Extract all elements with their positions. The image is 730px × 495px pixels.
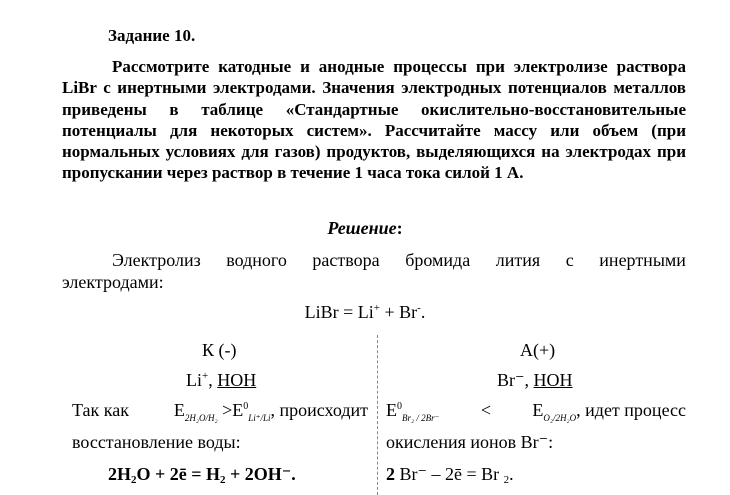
intro-word: бромида xyxy=(405,250,471,270)
anode-potential-left: $E^0_{Br_2 / 2Br^-}$ xyxy=(386,400,440,423)
cathode-potential-expression: $E_{2H_2O/H_2} >E^0_{Li^+/Li}$, происходит xyxy=(173,400,368,423)
solution-intro xyxy=(62,250,686,293)
cathode-process-text: восстановление воды: xyxy=(72,432,241,452)
anode-reaction: 2 Br⁻ – 2ē = Br $_2$. xyxy=(386,464,514,486)
intro-word: инертными xyxy=(599,250,686,270)
dissociation-equation: LiBr = Li+ + Br-. xyxy=(304,302,426,322)
anode-potential-right: $E_{O_2/2H_2O}$, идет процесс xyxy=(532,400,686,423)
intro-word: лития xyxy=(495,250,541,270)
solution-title-text: Решение xyxy=(327,218,397,238)
task-title: Задание 10. xyxy=(108,26,196,45)
anode-process-text: окисления ионов Br⁻: xyxy=(386,432,554,452)
cathode-ions: Li+, HOH xyxy=(186,370,257,390)
intro-word: раствора xyxy=(312,250,380,270)
cathode-reaction: $2H_2O$ + 2ē = $H_2 + 2OH^-$. xyxy=(108,464,296,486)
anode-ions: Br⁻, HOH xyxy=(497,370,573,390)
anode-comparison: $E^0_{Br_2 / 2Br^-}$ < $E_{O_2/2H_2O}$, идет процесс xyxy=(386,400,686,423)
task-body: Рассмотрите катодные и анодные процессы при электролизе раствора LiBr с инертными электродами. Значения электродных потенциалов металлов приведены в таблице «Стандартные окислительно-восстановительные потенциалы для некоторых систем». Рассчитайте массу или объем (при нормальных условиях для газов) продуктов, выделяющихся на электродах при пропускании через раствор в течение 1 часа тока силой 1 А. xyxy=(62,57,686,183)
intro-word: Электролиз xyxy=(112,250,201,270)
anode-header: A(+) xyxy=(520,340,556,360)
cathode-comparison: Так как $E_{2H_2O/H_2} >E^0_{Li^+/Li}$, происходит xyxy=(72,400,368,423)
intro-word: с xyxy=(565,250,574,270)
solution-title-colon: : xyxy=(396,218,403,238)
column-divider xyxy=(377,335,378,495)
solution-title xyxy=(0,218,730,239)
cathode-header: К (-) xyxy=(202,340,237,360)
intro-line-2: электродами: xyxy=(62,271,164,292)
intro-line-1 xyxy=(62,250,686,272)
intro-word: водного xyxy=(226,250,287,270)
